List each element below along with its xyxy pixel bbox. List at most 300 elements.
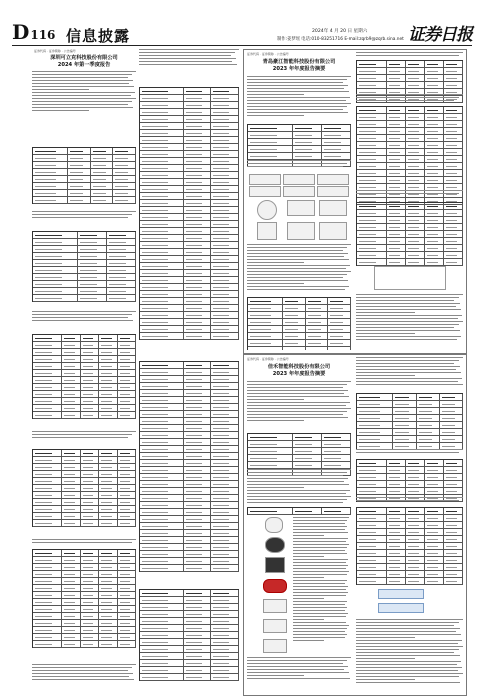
table-row [140,632,239,639]
table-cell [118,550,137,556]
table-cell [444,231,463,237]
table-cell [91,169,114,175]
table-cell [81,363,100,369]
table-cell [81,377,100,383]
text-line [247,85,348,86]
table-row [33,492,136,499]
table-cell [444,128,463,134]
table-cell [393,436,416,442]
text-line [356,381,458,382]
body-text [32,539,136,545]
table-row [33,246,136,253]
table-cell [211,284,239,290]
table-cell [140,537,184,543]
table-cell [81,342,100,348]
table-cell [440,436,463,442]
table-cell [184,179,212,185]
table-cell [184,326,212,332]
body-text [293,517,349,643]
table-cell [78,288,107,294]
table-cell [211,625,239,631]
body-text [356,619,463,685]
table-cell [140,298,184,304]
table-cell [357,68,387,74]
table-row [140,502,239,509]
table-cell [33,599,62,605]
text-line [356,676,459,677]
table-cell [99,620,118,626]
table-row [248,508,351,515]
product-image [283,174,315,185]
text-line [247,79,347,80]
table-cell [81,627,100,633]
table-cell [387,252,406,258]
table-cell [140,207,184,213]
table-row [33,499,136,506]
table-cell [211,404,239,410]
table-cell [118,571,137,577]
text-line [247,672,349,673]
table-cell [293,139,322,145]
table-row [357,163,463,170]
table-cell [68,176,91,182]
table-cell [211,481,239,487]
table-row [357,245,463,252]
table-cell [322,448,351,454]
table-cell [62,370,81,376]
table-cell [140,460,184,466]
table-cell [184,102,212,108]
table-cell [118,485,137,491]
text-line [247,88,344,89]
table-cell [248,146,293,152]
table-cell [99,520,118,526]
table-cell [107,239,136,245]
table-cell [140,305,184,311]
table-cell [62,506,81,512]
table-cell [357,217,387,223]
body-text [247,244,351,292]
table-cell [406,508,425,514]
table-cell [140,509,184,515]
text-line [293,553,347,554]
table-cell [211,319,239,325]
table-cell [140,390,184,396]
text-line [247,283,304,284]
text-line [247,399,304,400]
product-image [287,200,315,216]
table-cell [440,429,463,435]
table-cell [68,190,91,196]
text-line [32,214,132,215]
table-cell [357,203,387,209]
table-cell [406,68,425,74]
table-cell [99,478,118,484]
table-cell [211,95,239,101]
table-cell [99,370,118,376]
text-line [356,619,463,620]
table-cell [107,253,136,259]
table-cell [211,88,239,94]
table-cell [184,158,212,164]
table-cell [211,502,239,508]
text-line [247,256,344,257]
text-line [293,547,347,548]
table-cell [99,613,118,619]
table-cell [211,551,239,557]
text-line [247,675,304,676]
table-cell [306,312,329,318]
table-cell [306,340,329,346]
text-line [293,625,349,626]
table-row [357,224,463,231]
table-cell [211,291,239,297]
table-cell [425,203,444,209]
table-cell [248,319,283,325]
table-cell [211,333,239,339]
table-cell [211,537,239,543]
text-line [32,320,133,321]
table-cell [99,377,118,383]
product-image [263,599,287,613]
text-line [32,314,132,315]
table-cell [425,135,444,141]
text-line [32,679,134,680]
table-cell [33,634,62,640]
table-cell [425,149,444,155]
table-cell [33,405,62,411]
table-row [357,203,463,210]
text-line [247,286,349,287]
body-text [247,469,351,505]
table-cell [99,485,118,491]
table-cell [62,592,81,598]
table-cell [425,163,444,169]
table-cell [140,590,184,596]
text-line [247,384,347,385]
table-cell [99,564,118,570]
table-cell [387,515,406,521]
table-cell [140,144,184,150]
table-cell [387,170,406,176]
company-name: 青岛豪江智能科技股份有限公司 [262,59,336,65]
table-cell [118,634,137,640]
text-line [293,532,348,533]
table-cell [107,232,136,238]
table-cell [99,405,118,411]
table-cell [444,203,463,209]
table-row [140,460,239,467]
table-cell [99,450,118,456]
table-cell [99,585,118,591]
table-row [140,326,239,333]
table-cell [62,627,81,633]
table-cell [328,326,351,332]
text-line [356,384,463,385]
table-cell [78,295,107,301]
text-line [247,289,345,290]
table-cell [118,613,137,619]
table-cell [62,464,81,470]
table-row [33,641,136,648]
text-line [356,372,461,373]
table-cell [184,618,212,624]
table-cell [184,270,212,276]
holder-table [356,202,463,266]
table-cell [328,298,351,304]
text-line [247,262,304,263]
table-cell [357,149,387,155]
table-cell [140,667,184,673]
table-cell [140,123,184,129]
table-cell [425,474,444,480]
body-text [32,71,136,113]
text-line [293,529,345,530]
table-cell [33,620,62,626]
table-cell [211,618,239,624]
table-row [248,333,351,340]
table-cell [33,155,68,161]
table-cell [99,391,118,397]
table-cell [140,597,184,603]
table-cell [99,499,118,505]
table-cell [357,394,393,400]
table-cell [211,179,239,185]
table-cell [62,356,81,362]
table-cell [211,597,239,603]
table-cell [357,436,393,442]
table-cell [140,200,184,206]
table-cell [118,492,137,498]
table-cell [62,335,81,341]
ownership-diagram [374,266,446,290]
table-cell [91,176,114,182]
table-cell [211,200,239,206]
table-cell [425,259,444,265]
table-row [357,529,463,536]
table-cell [118,478,137,484]
table-cell [81,370,100,376]
table-cell [184,446,212,452]
table-row [33,564,136,571]
table-cell [322,508,351,514]
table-cell [357,128,387,134]
text-line [247,244,351,245]
table-cell [33,190,68,196]
table-cell [387,557,406,563]
text-line [293,520,347,521]
table-row [140,383,239,390]
text-line [247,106,347,107]
table-cell [33,260,78,266]
table-cell [184,660,212,666]
text-line [293,523,345,524]
table-cell [33,148,68,154]
text-line [247,490,350,491]
page-number-digits: 116 [30,28,56,42]
text-line [32,664,136,665]
text-line [356,652,454,653]
table-cell [33,384,62,390]
table-cell [283,326,306,332]
table-cell [99,606,118,612]
table-cell [99,641,118,647]
table-cell [211,207,239,213]
table-cell [357,238,387,244]
table-cell [184,312,212,318]
table-cell [357,114,387,120]
table-cell [425,82,444,88]
text-line [356,357,463,358]
table-row [33,197,136,204]
table-cell [99,634,118,640]
table-cell [118,520,137,526]
table-row [140,418,239,425]
table-cell [406,529,425,535]
table-cell [118,471,137,477]
table-cell [357,557,387,563]
table-cell [406,107,425,113]
table-cell [211,639,239,645]
text-line [356,336,461,337]
table-cell [357,564,387,570]
table-row [357,259,463,266]
table-cell [211,123,239,129]
table-row [33,634,136,641]
table-cell [328,333,351,339]
table-row [248,153,351,160]
table-cell [425,238,444,244]
table-cell [140,116,184,122]
text-line [247,487,304,488]
table-cell [184,453,212,459]
table-cell [293,441,322,447]
table-cell [184,144,212,150]
table-cell [444,82,463,88]
table-cell [118,592,137,598]
table-row [140,130,239,137]
table-cell [306,305,329,311]
table-cell [99,464,118,470]
table-row [140,674,239,681]
table-cell [425,121,444,127]
table-cell [33,363,62,369]
text-line [356,333,415,334]
table-cell [99,571,118,577]
table-cell [328,319,351,325]
table-cell [211,383,239,389]
table-cell [118,349,137,355]
table-cell [387,536,406,542]
table-row [357,156,463,163]
table-row [140,618,239,625]
table-cell [444,170,463,176]
table-cell [118,464,137,470]
table-cell [283,347,306,350]
table-cell [113,162,136,168]
table-cell [406,163,425,169]
table-cell [91,190,114,196]
table-cell [81,391,100,397]
text-line [247,271,351,272]
table-row [140,446,239,453]
table-cell [81,520,100,526]
table-row [33,239,136,246]
table-row [140,565,239,572]
text-line [293,601,347,602]
table-cell [140,95,184,101]
table-row [33,606,136,613]
table-cell [357,61,387,67]
table-row [248,305,351,312]
text-line [247,478,348,479]
table-cell [184,333,212,339]
table-cell [211,151,239,157]
table-cell [387,550,406,556]
table-cell [393,408,416,414]
table-cell [33,492,62,498]
product-image [263,619,287,633]
table-cell [248,455,293,461]
table-row [140,179,239,186]
table-cell [406,259,425,265]
table-cell [387,224,406,230]
text-line [32,83,129,84]
table-cell [140,130,184,136]
product-image [263,579,287,593]
table-cell [387,210,406,216]
table-cell [62,349,81,355]
table-cell [81,571,100,577]
table-cell [140,376,184,382]
table-cell [118,585,137,591]
table-cell [118,557,137,563]
table-cell [406,488,425,494]
table-cell [211,298,239,304]
table-row [248,448,351,455]
table-row [140,151,239,158]
text-line [247,502,343,503]
body-text [356,357,463,387]
table-cell [444,149,463,155]
table-row [140,228,239,235]
table-cell [113,197,136,203]
table-row [140,390,239,397]
table-cell [211,186,239,192]
table-row [140,551,239,558]
table-cell [184,439,212,445]
text-line [293,631,345,632]
table-cell [444,550,463,556]
table-row [357,75,463,82]
table-cell [283,305,306,311]
text-line [247,100,346,101]
table-cell [357,488,387,494]
table-cell [62,578,81,584]
table-cell [33,162,68,168]
text-line [293,562,346,563]
table-cell [33,641,62,647]
table-cell [357,543,387,549]
masthead [12,22,472,44]
table-cell [140,291,184,297]
table-cell [78,260,107,266]
table-cell [62,634,81,640]
table-cell [81,335,100,341]
table-row [357,128,463,135]
table-cell [81,384,100,390]
text-line [32,110,89,111]
